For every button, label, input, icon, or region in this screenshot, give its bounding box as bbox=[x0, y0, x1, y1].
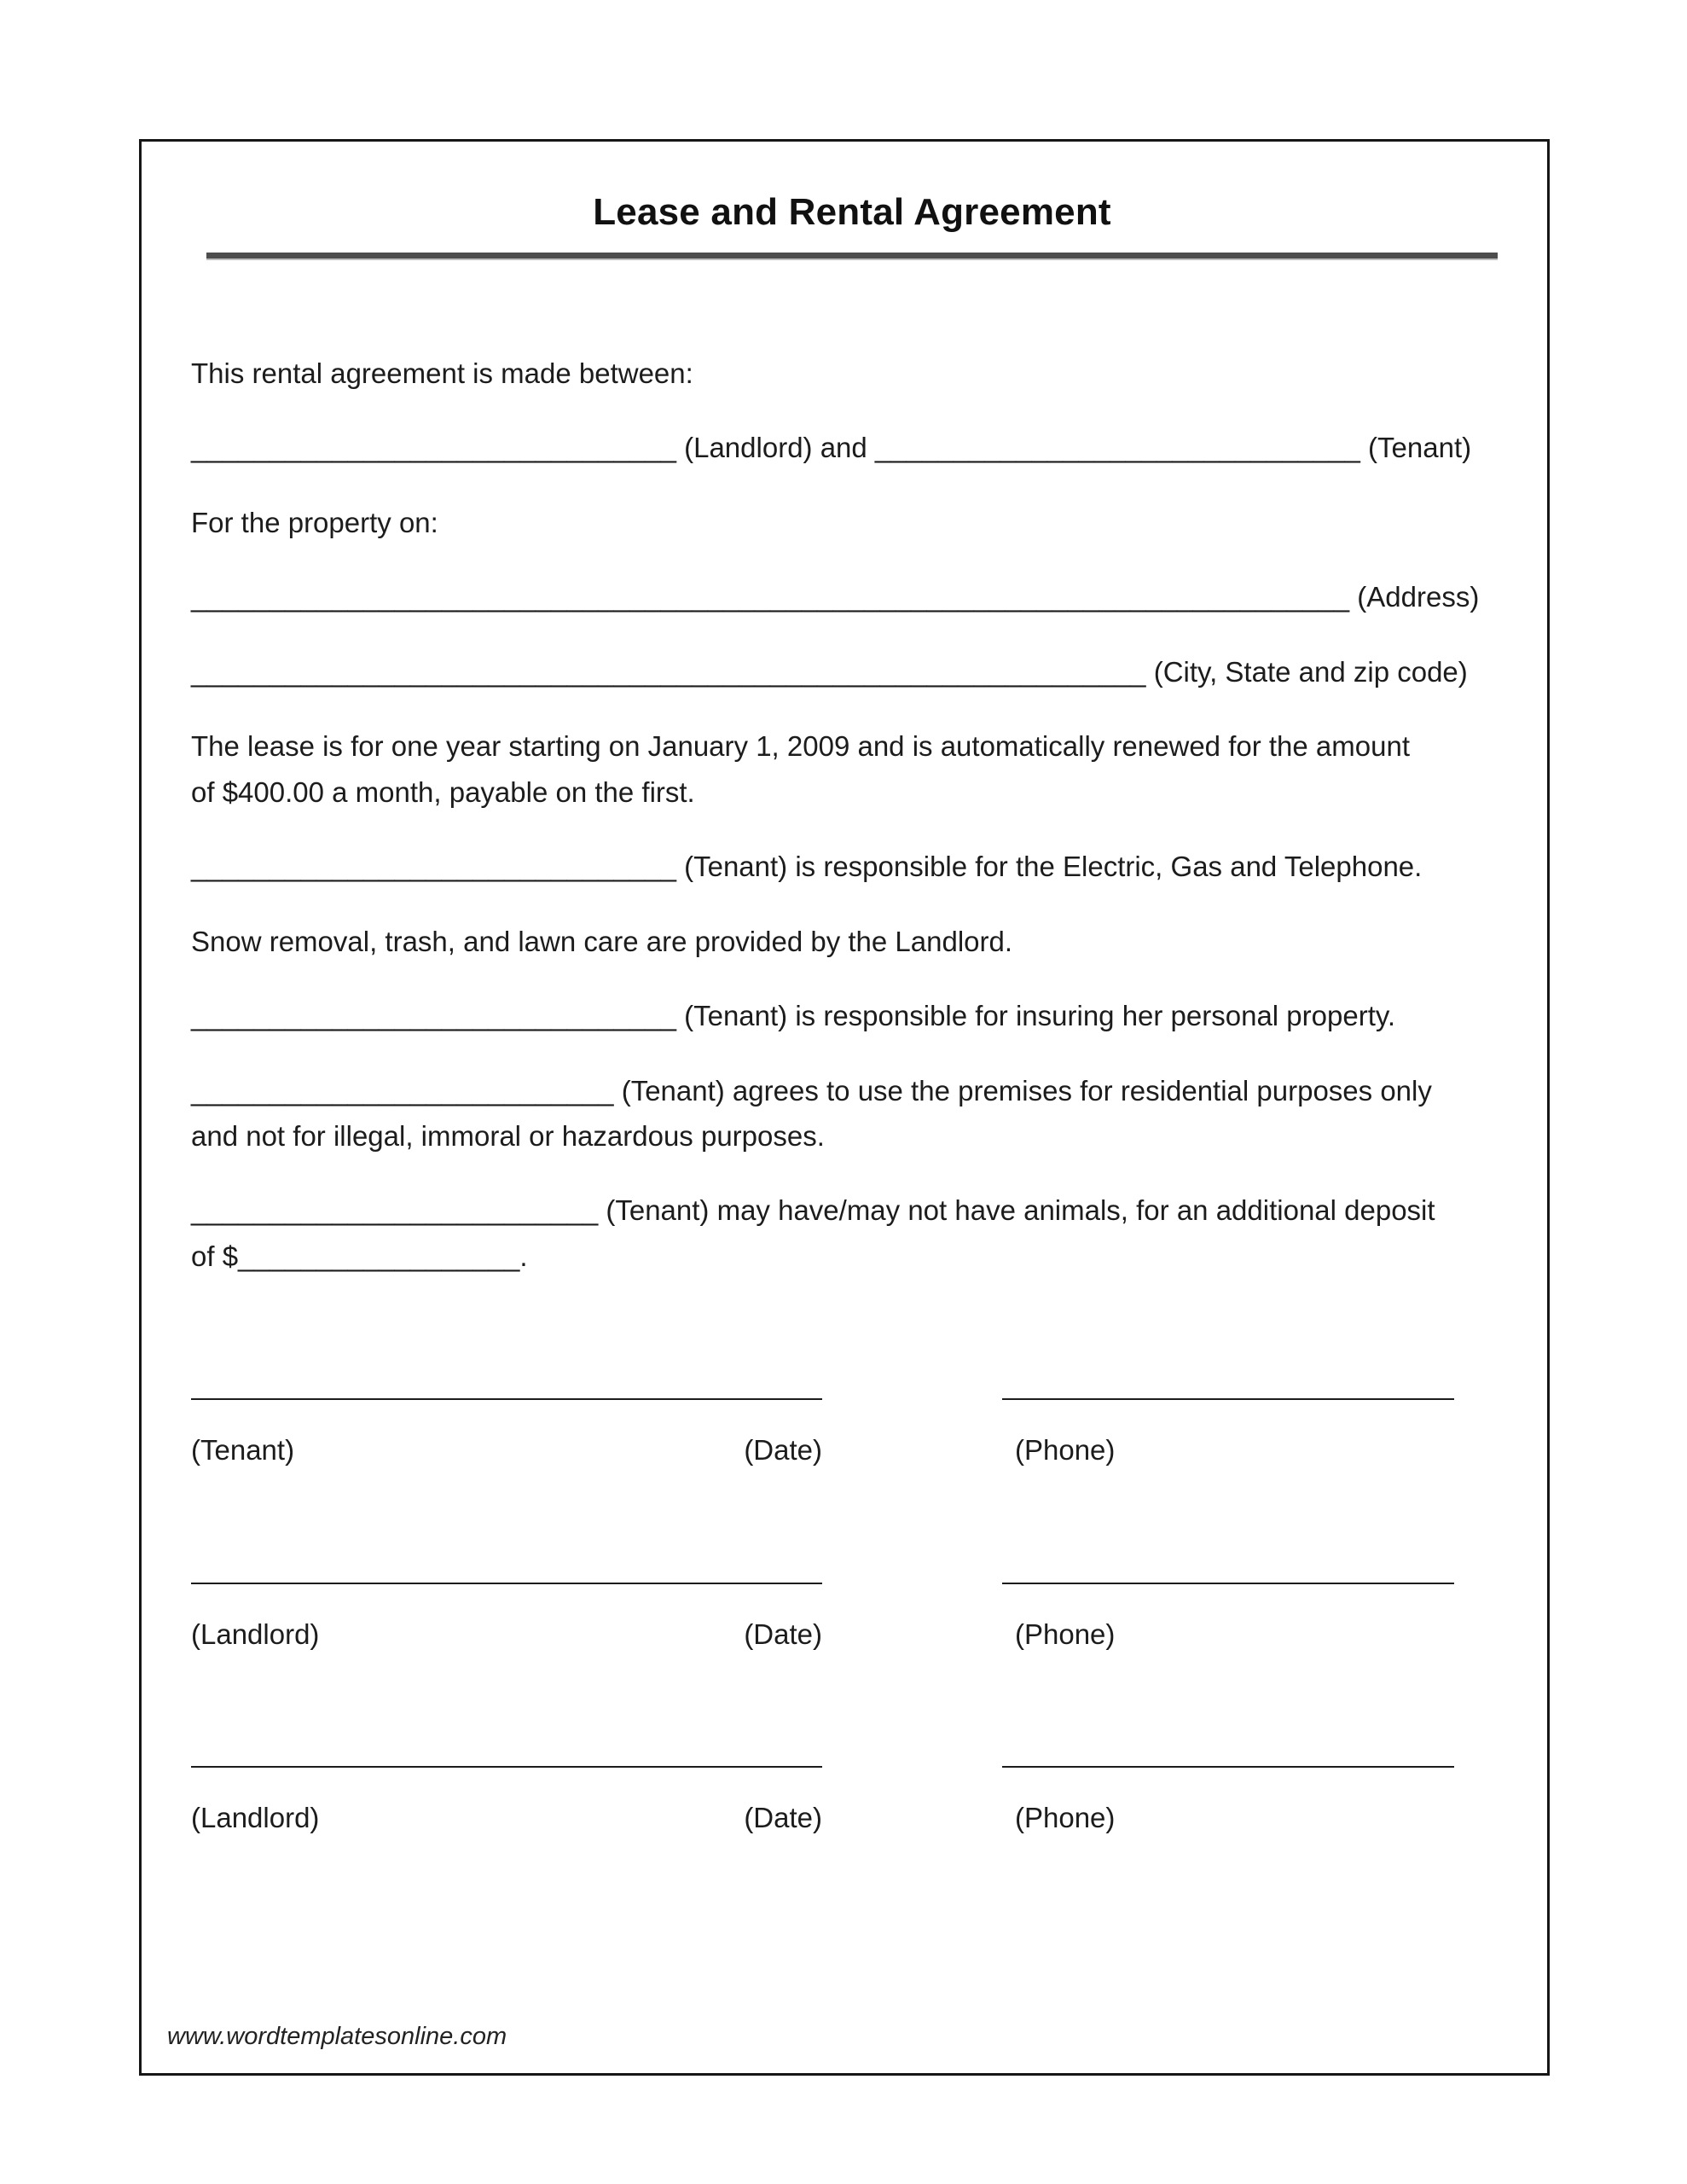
tenant-signature-labels bbox=[191, 1427, 1513, 1472]
lease-terms-line-1: The lease is for one year starting on January 1, 2009 and is automatically renewed for the amount bbox=[191, 730, 1410, 763]
animals-line-2: of $__________________. bbox=[191, 1240, 528, 1272]
address-blank-line: __________________________________________________________________________ (Address) bbox=[191, 581, 1480, 613]
landlord-label: (Landlord) bbox=[191, 1618, 320, 1650]
landlord-2-phone-label-col bbox=[1002, 1795, 1454, 1840]
date-label: (Date) bbox=[744, 1618, 822, 1650]
tenant-phone-label-col bbox=[1002, 1427, 1454, 1472]
landlord-services-text: Snow removal, trash, and lawn care are provided by the Landlord. bbox=[191, 925, 1013, 957]
phone-label: (Phone) bbox=[1015, 1802, 1116, 1834]
insurance-blank-line: _______________________________ (Tenant) is responsible for insuring her personal property. bbox=[191, 1000, 1396, 1032]
landlord-2-phone-line bbox=[1002, 1766, 1454, 1768]
date-label: (Date) bbox=[744, 1802, 822, 1834]
city-state-zip-blank-line: _____________________________________________________________ (City, State and zip code) bbox=[191, 655, 1468, 688]
phone-label: (Phone) bbox=[1015, 1618, 1116, 1650]
landlord-2-name-date-labels bbox=[191, 1795, 822, 1840]
lease-terms-paragraph bbox=[191, 723, 1513, 815]
tenant-name-date-labels bbox=[191, 1427, 822, 1472]
landlord-1-signature-line bbox=[191, 1583, 822, 1584]
property-label: For the property on: bbox=[191, 506, 438, 538]
landlord-1-phone-label-col bbox=[1002, 1612, 1454, 1657]
website-footer: www.wordtemplatesonline.com bbox=[167, 2023, 507, 2050]
phone-label: (Phone) bbox=[1015, 1434, 1116, 1467]
title-rule bbox=[206, 253, 1498, 258]
landlord-2-signature-line bbox=[191, 1766, 822, 1768]
parties-blank-line: _______________________________ (Landlord) and _______________________________ (Tenant) bbox=[191, 432, 1472, 464]
landlord-signature-block-2 bbox=[191, 1766, 1513, 1840]
landlord-1-name-date-labels bbox=[191, 1612, 822, 1657]
signature-section bbox=[142, 1398, 1547, 1840]
animals-paragraph bbox=[191, 1188, 1513, 1279]
intro-text: This rental agreement is made between: bbox=[191, 357, 693, 389]
document-body bbox=[191, 351, 1513, 1279]
landlord-1-signature-labels bbox=[191, 1612, 1513, 1657]
landlord-1-signature-lines bbox=[191, 1583, 1513, 1584]
page-title: Lease and Rental Agreement bbox=[593, 191, 1111, 233]
document-content bbox=[142, 142, 1547, 1279]
landlord-2-signature-labels bbox=[191, 1795, 1513, 1840]
premises-paragraph bbox=[191, 1068, 1513, 1159]
animals-line-1: __________________________ (Tenant) may have/may not have animals, for an additional deposit bbox=[191, 1194, 1435, 1227]
utilities-blank-line: _______________________________ (Tenant) is responsible for the Electric, Gas and Telephone. bbox=[191, 851, 1423, 883]
page-border bbox=[139, 139, 1550, 2076]
date-label: (Date) bbox=[744, 1434, 822, 1467]
tenant-phone-line bbox=[1002, 1398, 1454, 1400]
premises-line-1: ___________________________ (Tenant) agrees to use the premises for residential purposes only bbox=[191, 1074, 1432, 1107]
landlord-2-signature-lines bbox=[191, 1766, 1513, 1768]
lease-terms-line-2: of $400.00 a month, payable on the first. bbox=[191, 775, 695, 808]
tenant-signature-block bbox=[191, 1398, 1513, 1472]
tenant-label: (Tenant) bbox=[191, 1434, 295, 1467]
premises-line-2: and not for illegal, immoral or hazardous purposes. bbox=[191, 1119, 825, 1152]
landlord-label: (Landlord) bbox=[191, 1802, 320, 1834]
tenant-signature-line bbox=[191, 1398, 822, 1400]
landlord-1-phone-line bbox=[1002, 1583, 1454, 1584]
landlord-signature-block-1 bbox=[191, 1583, 1513, 1657]
tenant-signature-lines bbox=[191, 1398, 1513, 1400]
